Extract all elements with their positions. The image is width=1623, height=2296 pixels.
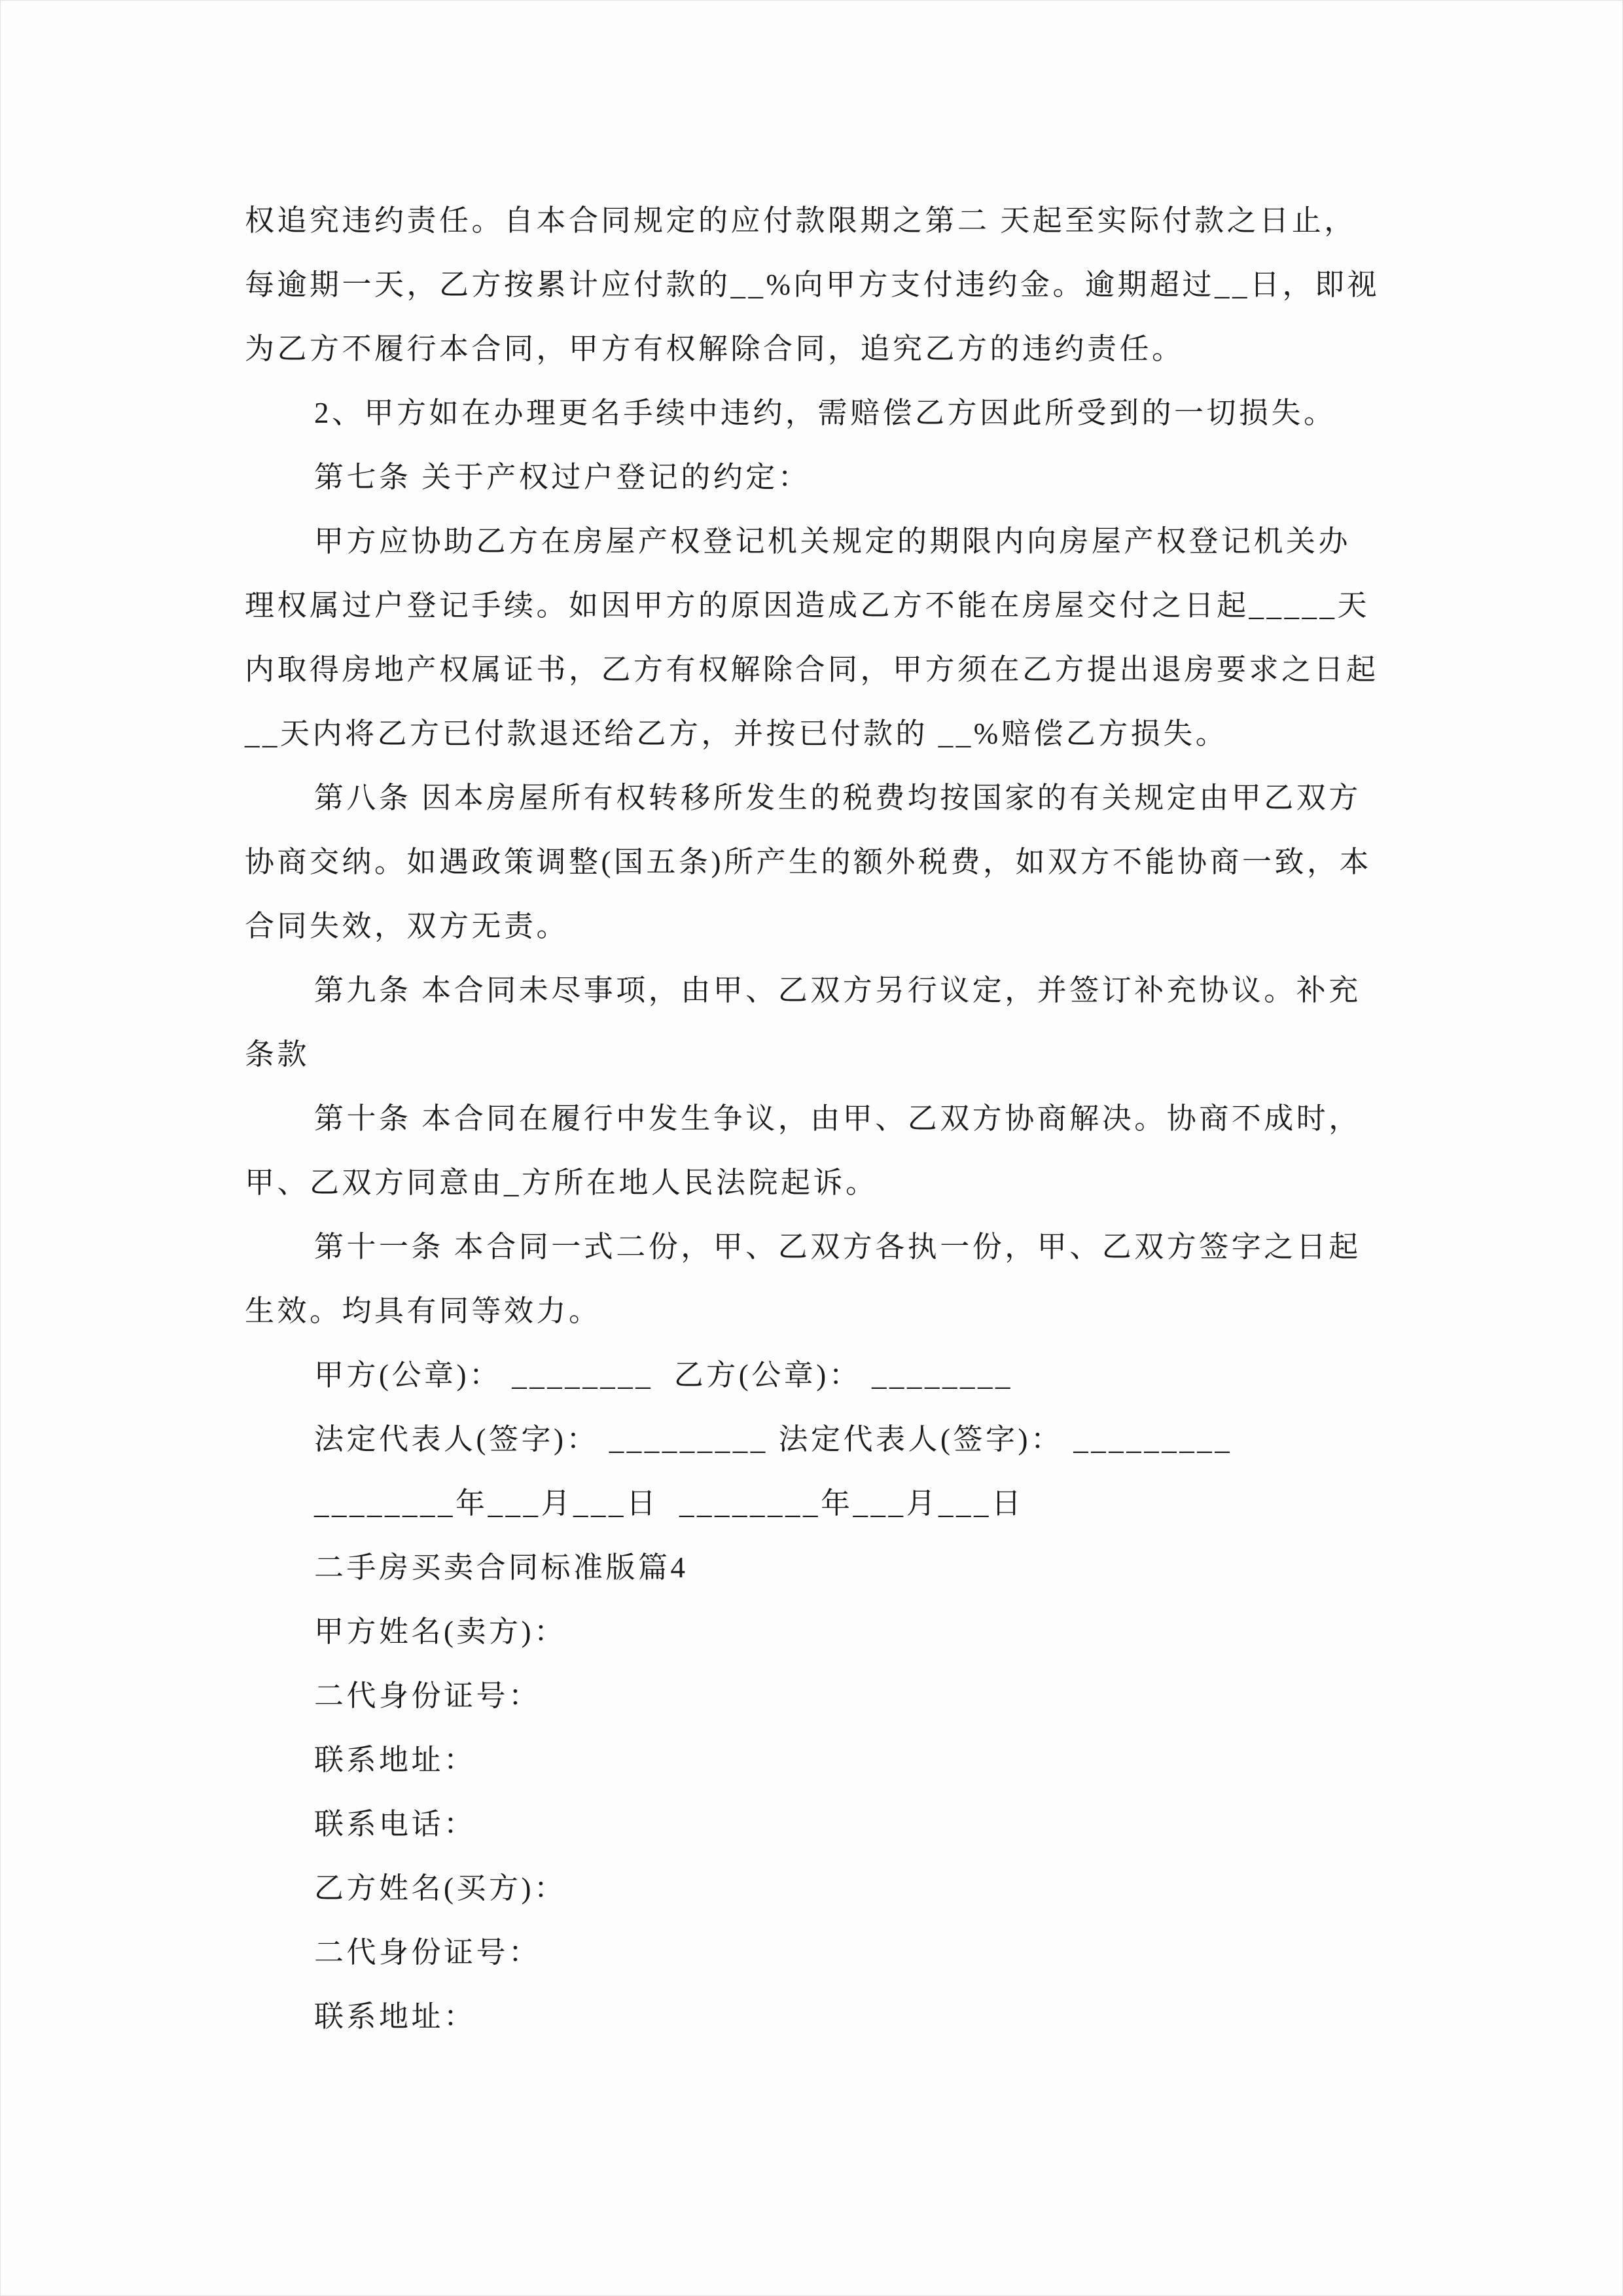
document-line-26: 联系电话： bbox=[314, 1808, 476, 1840]
document-line-22: 二手房买卖合同标准版篇4 bbox=[314, 1551, 688, 1584]
document-body bbox=[245, 188, 1416, 2049]
document-line-12: 合同失效，双方无责。 bbox=[245, 910, 569, 942]
document-line-20: 法定代表人(签字)： _________ 法定代表人(签字)： _________ bbox=[314, 1423, 1233, 1456]
document-line-13: 第九条 本合同未尽事项，由甲、乙双方另行议定，并签订补充协议。补充 bbox=[314, 974, 1361, 1007]
document-line-27: 乙方姓名(买方)： bbox=[314, 1872, 567, 1905]
document-line-3: 为乙方不履行本合同，甲方有权解除合同，追究乙方的违约责任。 bbox=[245, 332, 1185, 365]
document-line-1: 权追究违约责任。自本合同规定的应付款限期之第二 天起至实际付款之日止， bbox=[245, 204, 1357, 237]
document-line-18: 生效。均具有同等效力。 bbox=[245, 1295, 601, 1327]
document-line-25: 联系地址： bbox=[314, 1744, 476, 1776]
document-line-8: 内取得房地产权属证书，乙方有权解除合同，甲方须在乙方提出退房要求之日起 bbox=[245, 653, 1379, 686]
document-line-24: 二代身份证号： bbox=[314, 1679, 541, 1712]
document-line-10: 第八条 因本房屋所有权转移所发生的税费均按国家的有关规定由甲乙双方 bbox=[314, 781, 1361, 814]
document-line-17: 第十一条 本合同一式二份，甲、乙双方各执一份，甲、乙双方签字之日起 bbox=[314, 1230, 1361, 1263]
document-line-11: 协商交纳。如遇政策调整(国五条)所产生的额外税费，如双方不能协商一致，本 bbox=[245, 846, 1372, 878]
document-line-15: 第十条 本合同在履行中发生争议，由甲、乙双方协商解决。协商不成时， bbox=[314, 1102, 1361, 1135]
document-line-19: 甲方(公章)： ________ 乙方(公章)： ________ bbox=[314, 1359, 1013, 1391]
document-line-28: 二代身份证号： bbox=[314, 1936, 541, 1969]
document-line-14: 条款 bbox=[245, 1038, 310, 1071]
document-line-2: 每逾期一天，乙方按累计应付款的__%向甲方支付违约金。逾期超过__日，即视 bbox=[245, 268, 1380, 301]
document-line-4: 2、甲方如在办理更名手续中违约，需赔偿乙方因此所受到的一切损失。 bbox=[314, 397, 1336, 429]
document-line-16: 甲、乙双方同意由_方所在地人民法院起诉。 bbox=[245, 1166, 878, 1199]
document-line-7: 理权属过户登记手续。如因甲方的原因造成乙方不能在房屋交付之日起_____天 bbox=[245, 589, 1370, 622]
document-line-6: 甲方应协助乙方在房屋产权登记机关规定的期限内向房屋产权登记机关办 bbox=[314, 525, 1351, 558]
document-line-23: 甲方姓名(卖方)： bbox=[314, 1615, 567, 1648]
document-line-5: 第七条 关于产权过户登记的约定： bbox=[314, 461, 811, 493]
document-line-21: ________年___月___日 ________年___月___日 bbox=[314, 1487, 1024, 1520]
document-line-9: __天内将乙方已付款退还给乙方，并按已付款的 __%赔偿乙方损失。 bbox=[245, 717, 1228, 750]
document-line-29: 联系地址： bbox=[314, 2000, 476, 2033]
